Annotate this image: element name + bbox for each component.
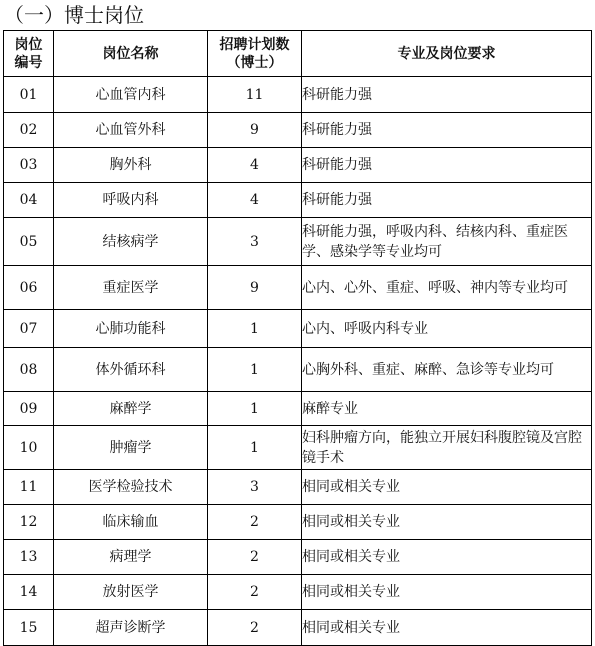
- requirements-cell: 科研能力强: [302, 148, 592, 183]
- table-row: [4, 148, 592, 183]
- positions-table: [3, 30, 592, 646]
- position-number-cell: 14: [4, 575, 54, 610]
- header-position-number-line1: 岗位: [14, 36, 43, 53]
- position-number-cell: 02: [4, 113, 54, 148]
- position-number-cell: 15: [4, 610, 54, 646]
- position-name-cell: 重症医学: [54, 266, 208, 310]
- table-row: [4, 470, 592, 505]
- position-name-cell: 心肺功能科: [54, 310, 208, 348]
- table-row: [4, 310, 592, 348]
- section-title: （一）博士岗位: [4, 3, 144, 27]
- table-row: [4, 610, 592, 646]
- table-row: [4, 183, 592, 218]
- position-name-cell: 体外循环科: [54, 348, 208, 392]
- position-number-cell: 05: [4, 218, 54, 266]
- position-number-cell: 04: [4, 183, 54, 218]
- table-row: [4, 505, 592, 540]
- position-name-cell: 超声诊断学: [54, 610, 208, 646]
- requirements-cell: 心内、呼吸内科专业: [302, 310, 592, 348]
- requirements-cell: 相同或相关专业: [302, 575, 592, 610]
- recruitment-plan-cell: 2: [208, 610, 302, 646]
- header-requirements: 专业及岗位要求: [302, 31, 592, 77]
- header-recruitment-plan: [208, 31, 302, 77]
- table-row: [4, 426, 592, 470]
- position-name-cell: 心血管内科: [54, 77, 208, 113]
- recruitment-plan-cell: 1: [208, 310, 302, 348]
- requirements-cell: 相同或相关专业: [302, 505, 592, 540]
- position-number-cell: 09: [4, 392, 54, 426]
- header-position-number-line2: 编号: [14, 54, 43, 71]
- position-number-cell: 08: [4, 348, 54, 392]
- header-recruitment-plan-line2: （博士）: [226, 54, 283, 71]
- table-row: [4, 266, 592, 310]
- header-position-number: [4, 31, 54, 77]
- table-row: [4, 113, 592, 148]
- table-row: [4, 218, 592, 266]
- requirements-cell: 相同或相关专业: [302, 540, 592, 575]
- requirements-cell: 妇科肿瘤方向，能独立开展妇科腹腔镜及宫腔镜手术: [302, 426, 592, 470]
- table-body: [4, 77, 592, 646]
- position-name-cell: 医学检验技术: [54, 470, 208, 505]
- requirements-cell: 相同或相关专业: [302, 610, 592, 646]
- recruitment-plan-cell: 2: [208, 540, 302, 575]
- position-name-cell: 胸外科: [54, 148, 208, 183]
- recruitment-plan-cell: 4: [208, 183, 302, 218]
- position-name-cell: 病理学: [54, 540, 208, 575]
- requirements-cell: 科研能力强，呼吸内科、结核内科、重症医学、感染学等专业均可: [302, 218, 592, 266]
- table-header: [4, 31, 592, 77]
- recruitment-plan-cell: 9: [208, 266, 302, 310]
- recruitment-plan-cell: 2: [208, 575, 302, 610]
- recruitment-plan-cell: 1: [208, 348, 302, 392]
- position-name-cell: 呼吸内科: [54, 183, 208, 218]
- position-number-cell: 11: [4, 470, 54, 505]
- table-row: [4, 540, 592, 575]
- requirements-cell: 麻醉专业: [302, 392, 592, 426]
- recruitment-plan-cell: 2: [208, 505, 302, 540]
- recruitment-plan-cell: 4: [208, 148, 302, 183]
- recruitment-plan-cell: 3: [208, 470, 302, 505]
- recruitment-plan-cell: 9: [208, 113, 302, 148]
- table-row: [4, 348, 592, 392]
- position-number-cell: 12: [4, 505, 54, 540]
- position-name-cell: 放射医学: [54, 575, 208, 610]
- position-name-cell: 麻醉学: [54, 392, 208, 426]
- requirements-cell: 科研能力强: [302, 77, 592, 113]
- position-name-cell: 结核病学: [54, 218, 208, 266]
- recruitment-plan-cell: 1: [208, 426, 302, 470]
- position-name-cell: 肿瘤学: [54, 426, 208, 470]
- requirements-cell: 科研能力强: [302, 183, 592, 218]
- requirements-cell: 心胸外科、重症、麻醉、急诊等专业均可: [302, 348, 592, 392]
- table-row: [4, 392, 592, 426]
- header-position-name: 岗位名称: [54, 31, 208, 77]
- requirements-cell: 心内、心外、重症、呼吸、神内等专业均可: [302, 266, 592, 310]
- position-name-cell: 临床输血: [54, 505, 208, 540]
- position-number-cell: 01: [4, 77, 54, 113]
- recruitment-plan-cell: 3: [208, 218, 302, 266]
- recruitment-plan-cell: 11: [208, 77, 302, 113]
- table-row: [4, 575, 592, 610]
- position-number-cell: 06: [4, 266, 54, 310]
- position-number-cell: 03: [4, 148, 54, 183]
- table-row: [4, 77, 592, 113]
- position-number-cell: 13: [4, 540, 54, 575]
- requirements-cell: 相同或相关专业: [302, 470, 592, 505]
- requirements-cell: 科研能力强: [302, 113, 592, 148]
- recruitment-plan-cell: 1: [208, 392, 302, 426]
- position-name-cell: 心血管外科: [54, 113, 208, 148]
- position-number-cell: 10: [4, 426, 54, 470]
- header-row: [4, 31, 592, 77]
- position-number-cell: 07: [4, 310, 54, 348]
- header-recruitment-plan-line1: 招聘计划数: [219, 36, 290, 53]
